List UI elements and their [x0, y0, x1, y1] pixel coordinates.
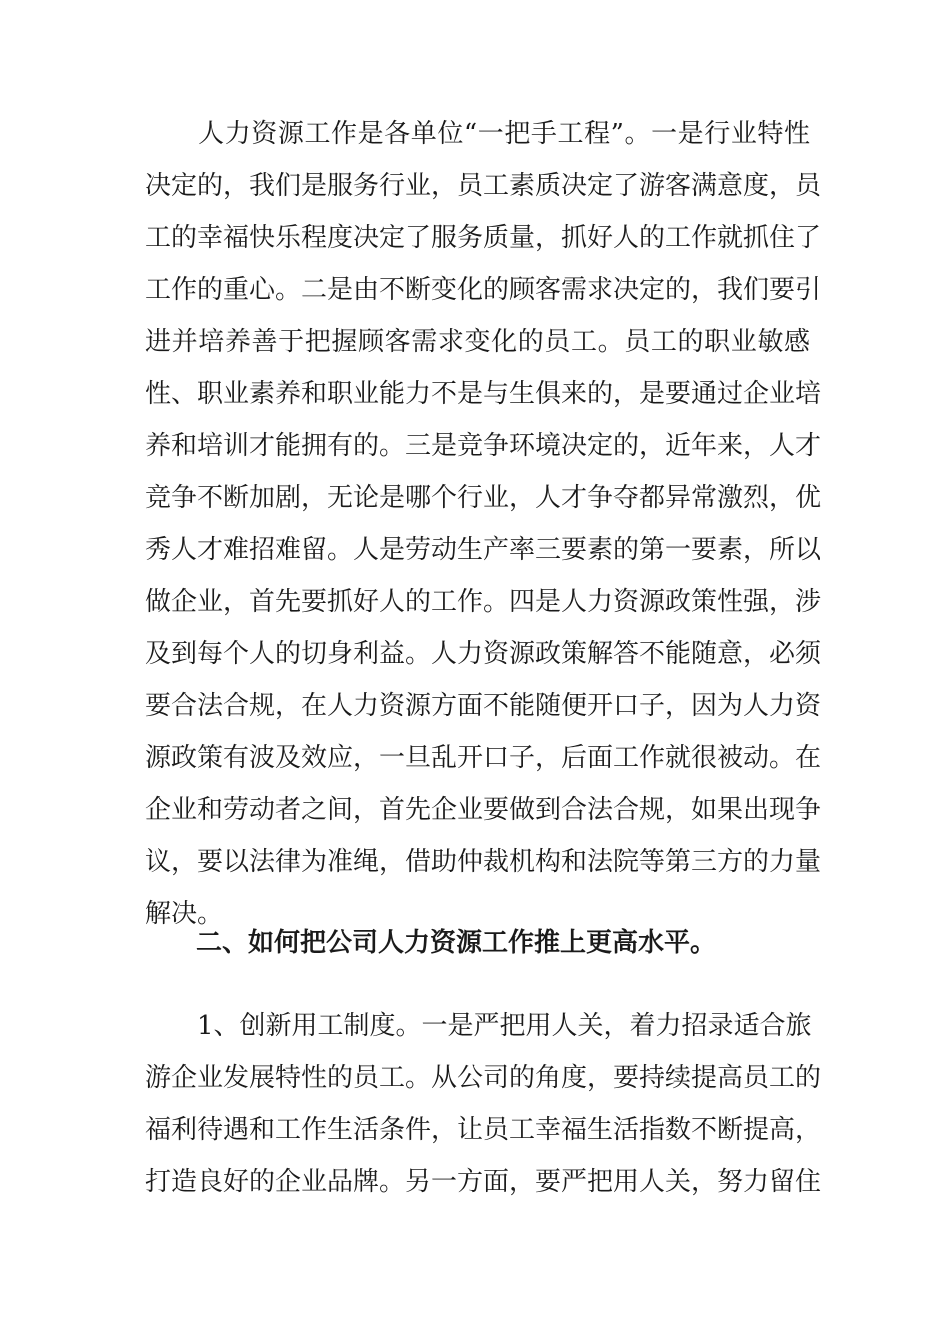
- paragraph-line: 养和培训才能拥有的。三是竞争环境决定的，近年来，人才: [145, 431, 822, 461]
- paragraph-line: 要合法合规，在人力资源方面不能随便开口子，因为人力资: [145, 691, 822, 721]
- paragraph-line: 企业和劳动者之间，首先企业要做到合法合规，如果出现争: [145, 795, 822, 825]
- paragraph-line: 1、创新用工制度。一是严把用人关，着力招录适合旅: [145, 1011, 812, 1041]
- paragraph-line: 解决。: [145, 899, 224, 929]
- paragraph-hr-importance: [145, 108, 822, 940]
- section-heading: [196, 917, 810, 969]
- paragraph-line: 议，要以法律为准绳，借助仲裁机构和法院等第三方的力量: [145, 847, 822, 877]
- paragraph-line: 竞争不断加剧，无论是哪个行业，人才争夺都异常激烈，优: [145, 483, 822, 513]
- paragraph-employment-system: [145, 1000, 822, 1208]
- paragraph-line: 性、职业素养和职业能力不是与生俱来的，是要通过企业培: [145, 379, 822, 409]
- paragraph-line: 工的幸福快乐程度决定了服务质量，抓好人的工作就抓住了: [145, 223, 822, 253]
- paragraph-line: 做企业，首先要抓好人的工作。四是人力资源政策性强，涉: [145, 587, 822, 617]
- paragraph-line: 源政策有波及效应，一旦乱开口子，后面工作就很被动。在: [145, 743, 822, 773]
- paragraph-line: 工作的重心。二是由不断变化的顾客需求决定的，我们要引: [145, 275, 822, 305]
- paragraph-line: 决定的，我们是服务行业，员工素质决定了游客满意度，员: [145, 171, 822, 201]
- paragraph-line: 人力资源工作是各单位“一把手工程”。一是行业特性: [145, 119, 810, 149]
- paragraph-line: 进并培养善于把握顾客需求变化的员工。员工的职业敏感: [145, 327, 810, 357]
- paragraph-line: 打造良好的企业品牌。另一方面，要严把用人关，努力留住: [145, 1167, 822, 1197]
- paragraph-line: 福利待遇和工作生活条件，让员工幸福生活指数不断提高，: [145, 1115, 822, 1145]
- paragraph-line: 游企业发展特性的员工。从公司的角度，要持续提高员工的: [145, 1063, 822, 1093]
- paragraph-line: 秀人才难招难留。人是劳动生产率三要素的第一要素，所以: [145, 535, 822, 565]
- paragraph-line: 及到每个人的切身利益。人力资源政策解答不能随意，必须: [145, 639, 822, 669]
- section-heading-text: 二、如何把公司人力资源工作推上更高水平。: [196, 928, 717, 958]
